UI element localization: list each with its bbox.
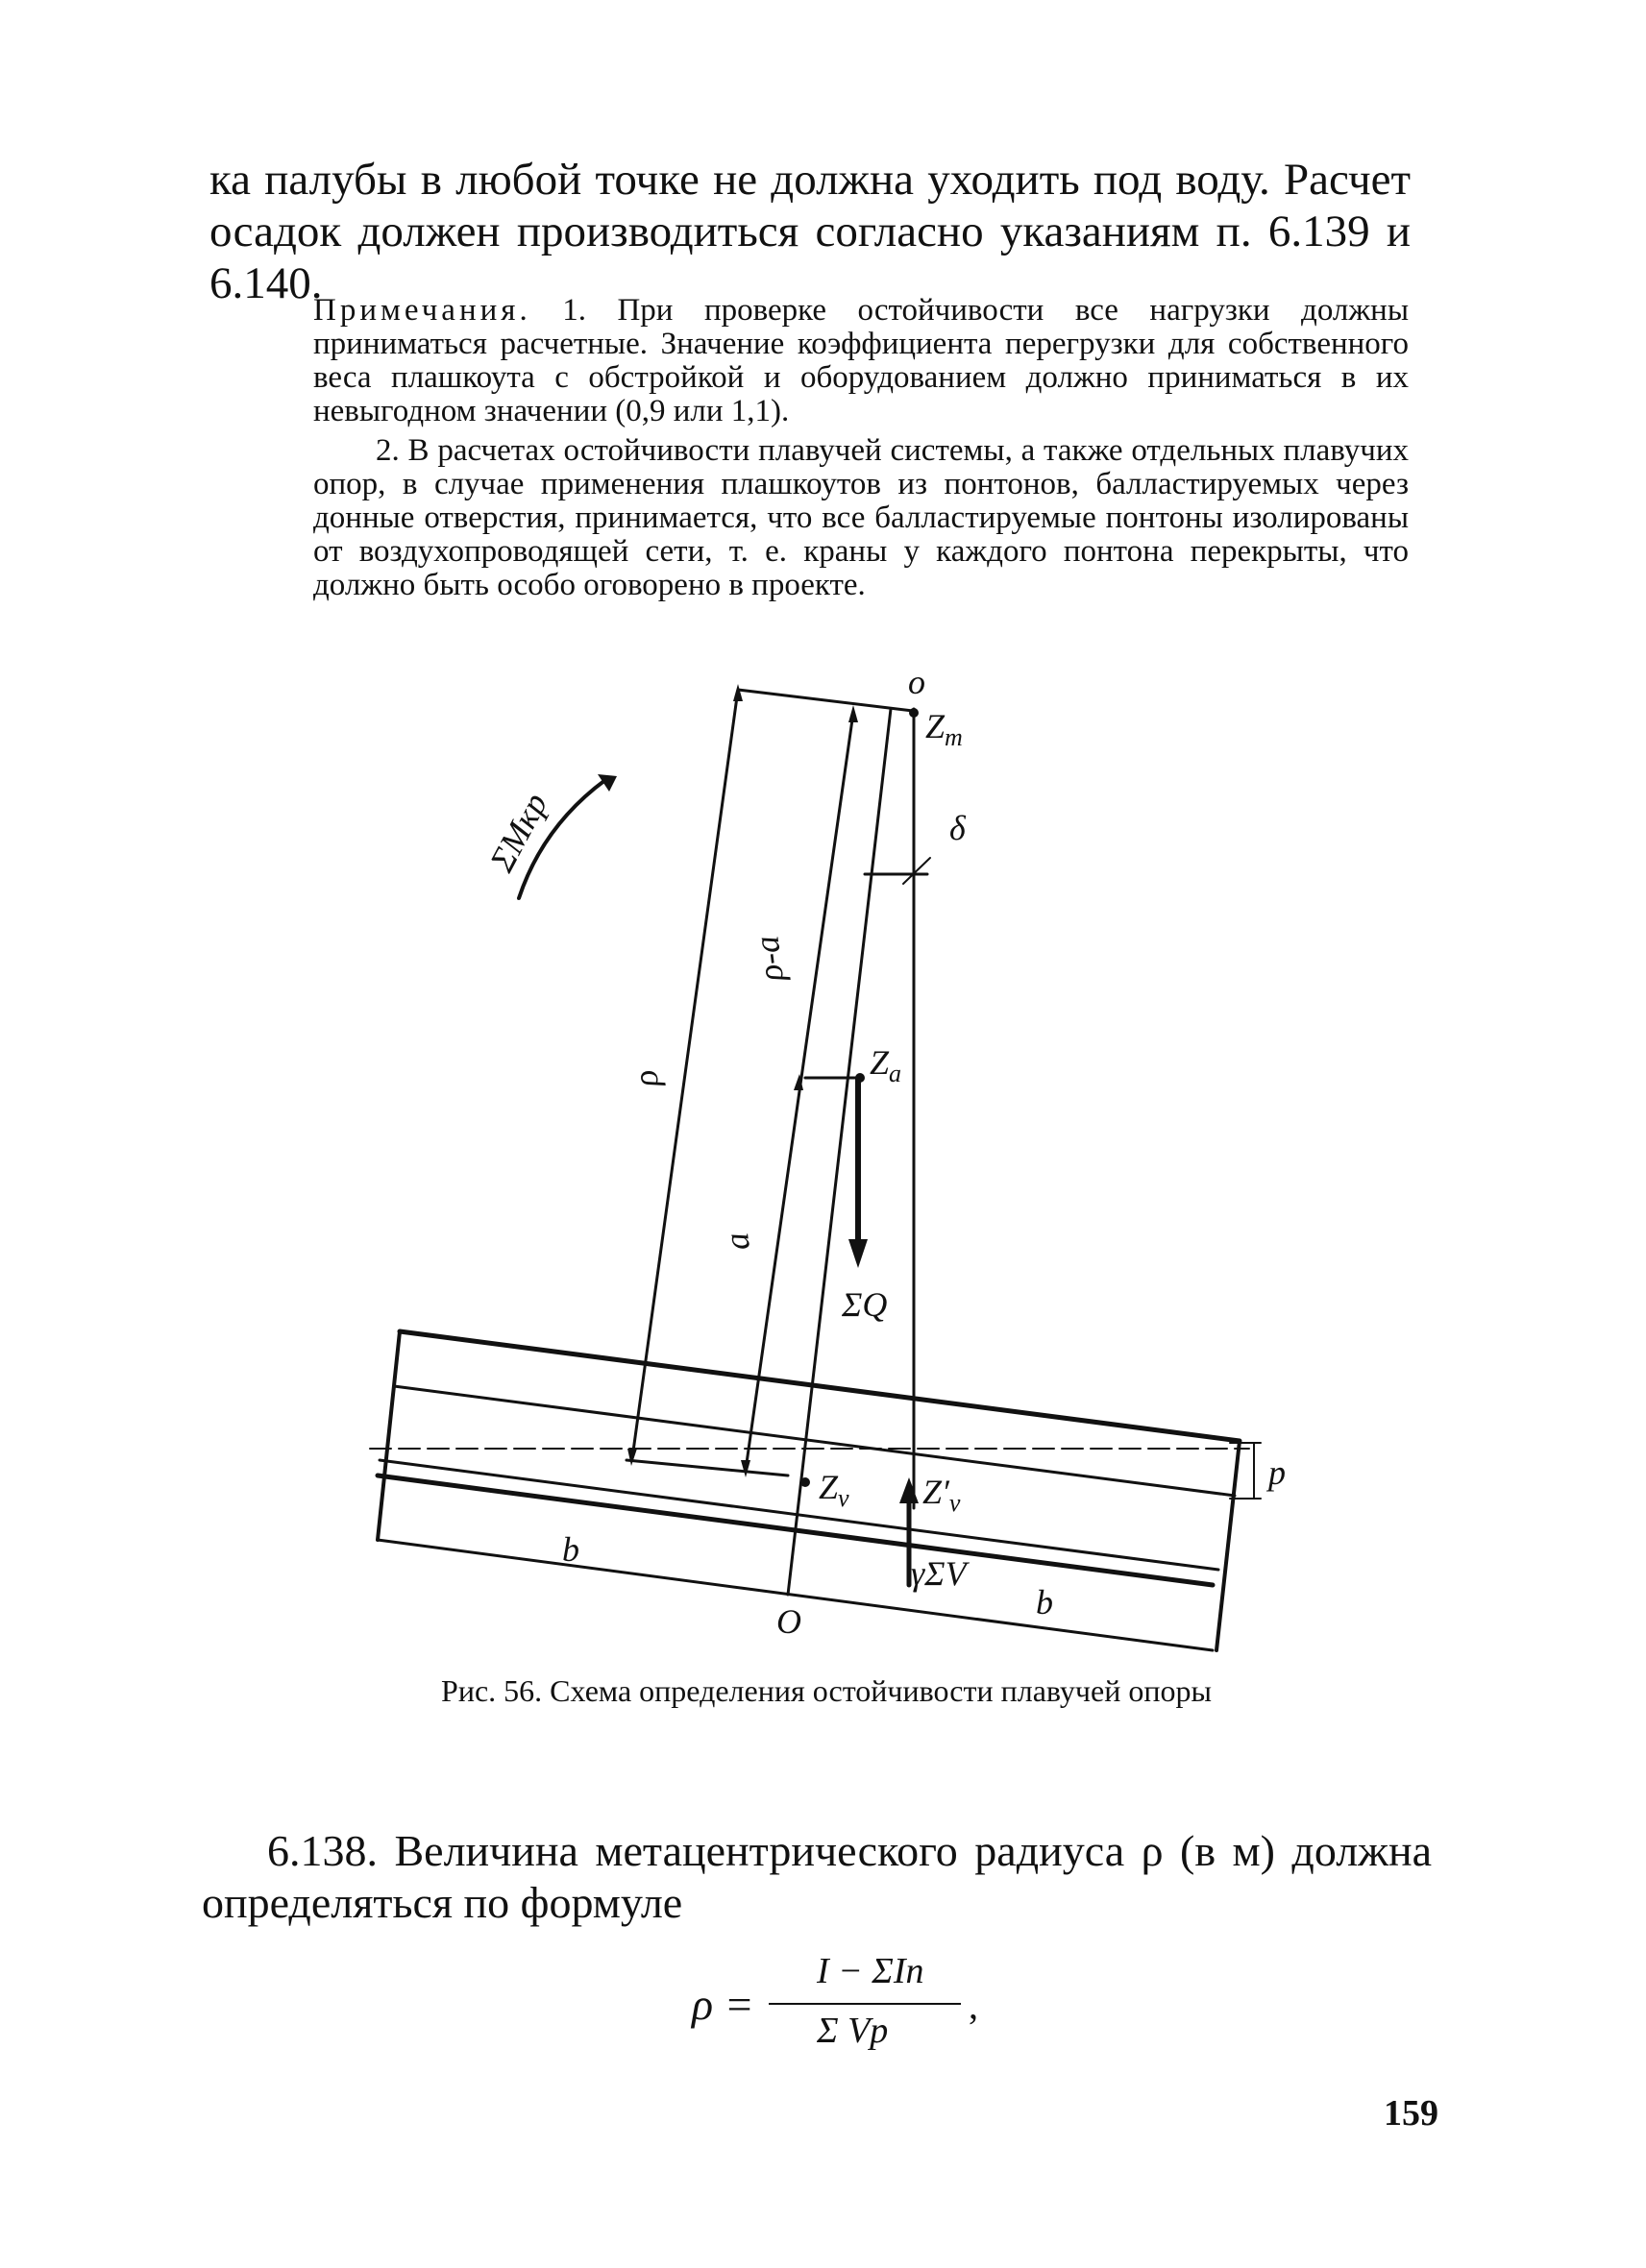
label-o-top: o	[908, 663, 925, 701]
formula-numerator: I − ΣIn	[817, 1951, 924, 1991]
pontoon-left-end	[378, 1331, 400, 1540]
rho-bottom-tick	[626, 1460, 788, 1475]
point-zv	[800, 1477, 810, 1487]
label-sum-m: ΣMкр	[481, 786, 555, 878]
section-text: 6.138. Величина метацентрического радиуса ρ (в м) должна определяться по формуле	[202, 1826, 1432, 1927]
page-number: 159	[1384, 2093, 1438, 2134]
note-1-text: 1. При проверке остойчивости все нагрузки должны приниматься расчетные. Значение коэффициента перегрузки для собственного веса плашкоута с обстройкой и оборудованием должно приниматься в их невыгодном значении (0,9 или 1,1).	[313, 293, 1410, 428]
label-rho: ρ	[626, 1067, 666, 1089]
label-zv-prime: $Z'_v$	[922, 1473, 961, 1517]
tilted-axis	[788, 709, 891, 1595]
note-2: 2. В расчетах остойчивости плавучей системы, а также отдельных плавучих опор, в случае применения плашкоутов из понтонов, балластируемых через донные отверстия, принимается, что все балластируемые понтоны изолированы от воздухопроводящей сети, т. е. краны у каждого понтона перекрыты, что должно быть особо оговорено в проекте.	[313, 433, 1409, 602]
label-a: a	[717, 1231, 757, 1253]
section-paragraph	[202, 1825, 1432, 1929]
figure-caption: Рис. 56. Схема определения остойчивости плавучей опоры	[441, 1673, 1212, 1708]
label-p-right: p	[1268, 1453, 1286, 1492]
point-za	[855, 1073, 865, 1083]
rho-top-tick	[738, 690, 913, 711]
formula-denominator: Σ Vp	[817, 2011, 889, 2051]
pontoon-top-edge	[400, 1331, 1240, 1441]
formula-fraction-bar	[769, 2003, 961, 2005]
label-o-bottom: O	[776, 1602, 801, 1641]
point-zm	[909, 708, 919, 718]
pontoon-right-end	[1216, 1441, 1240, 1650]
label-zv: $Z_v$	[819, 1468, 849, 1512]
formula-lhs: ρ =	[692, 1980, 754, 2029]
label-sum-q: ΣQ	[842, 1285, 888, 1324]
point-zv-prime	[904, 1487, 914, 1497]
label-b-left: b	[562, 1530, 579, 1569]
a-arrow-bottom	[741, 1460, 750, 1477]
notes-title: Примечания.	[313, 293, 531, 328]
label-b-right: b	[1036, 1583, 1053, 1622]
a-dimension	[746, 713, 853, 1470]
rho-arrow-top	[733, 684, 743, 701]
label-gamma-sum-v: γΣV	[911, 1554, 967, 1593]
rho-arrow-bottom	[627, 1449, 637, 1466]
label-rho-minus-a: ρ-a	[747, 934, 791, 984]
a-arrow-top	[848, 705, 858, 722]
sum-q-arrowhead	[848, 1239, 868, 1268]
formula	[692, 1950, 980, 2056]
label-za: $Z_a$	[870, 1043, 902, 1087]
formula-comma: ,	[969, 1984, 978, 2027]
label-delta: δ	[949, 809, 966, 847]
delta-slash	[903, 858, 930, 884]
label-zm: $Z_m$	[925, 707, 963, 751]
top-paragraph: ка палубы в любой точке не должна уходить под воду. Расчет осадок должен производиться согласно указаниям п. 6.139 и 6.140.	[209, 155, 1411, 308]
